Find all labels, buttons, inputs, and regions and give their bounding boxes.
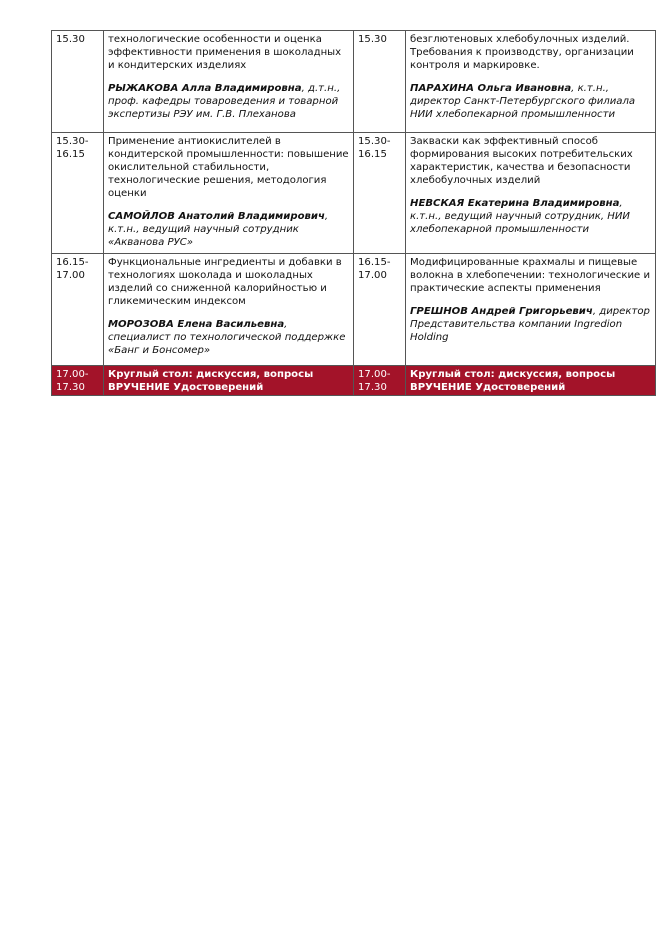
time-cell: 17.00- 17.30 xyxy=(354,366,406,396)
certificate-award-label: ВРУЧЕНИЕ Удостоверений xyxy=(410,382,566,393)
session-cell xyxy=(406,254,656,366)
speaker xyxy=(108,82,349,121)
speaker-credentials: , к.т.н., ведущий научный сотрудник, НИИ хлебопекарной промышленности xyxy=(410,198,630,235)
table-row xyxy=(52,31,656,133)
speaker-name: ГРЕШНОВ Андрей Григорьевич xyxy=(410,306,593,317)
session-topic: Применение антиокислителей в кондитерской промышленности: повышение окислительной стабильности, технологические решения, методология оценки xyxy=(108,136,349,199)
time-cell: 16.15- 17.00 xyxy=(52,254,104,366)
time-cell: 17.00- 17.30 xyxy=(52,366,104,396)
speaker-name: НЕВСКАЯ Екатерина Владимировна xyxy=(410,198,620,209)
session-cell xyxy=(406,31,656,133)
closing-session-cell xyxy=(104,366,354,396)
session-topic: Модифицированные крахмалы и пищевые волокна в хлебопечении: технологические и практические аспекты применения xyxy=(410,257,651,294)
speaker-credentials: , директор Представительства компании Ingredion Holding xyxy=(410,306,650,343)
session-cell xyxy=(104,31,354,133)
certificate-award-label: ВРУЧЕНИЕ Удостоверений xyxy=(108,382,264,393)
speaker-credentials: , к.т.н., ведущий научный сотрудник «Акванова РУС» xyxy=(108,211,329,248)
session-topic: Закваски как эффективный способ формирования высоких потребительских характеристик, качества и безопасности хлебобулочных изделий xyxy=(410,136,633,186)
speaker-name: МОРОЗОВА Елена Васильевна xyxy=(108,319,285,330)
speaker xyxy=(108,318,349,357)
speaker-name: РЫЖАКОВА Алла Владимировна xyxy=(108,83,302,94)
speaker-credentials: , д.т.н., проф. кафедры товароведения и товарной экспертизы РЭУ им. Г.В. Плеханова xyxy=(108,83,341,120)
speaker-name: САМОЙЛОВ Анатолий Владимирович xyxy=(108,211,325,222)
time-cell: 15.30- 16.15 xyxy=(354,133,406,254)
time-cell: 16.15- 17.00 xyxy=(354,254,406,366)
speaker xyxy=(410,305,651,344)
session-cell xyxy=(104,133,354,254)
time-cell: 15.30 xyxy=(52,31,104,133)
table-row xyxy=(52,254,656,366)
speaker-credentials: , к.т.н., директор Санкт-Петербургского филиала НИИ хлебопекарной промышленности xyxy=(410,83,636,120)
closing-session-row xyxy=(52,366,656,396)
round-table-label: Круглый стол: дискуссия, вопросы xyxy=(108,369,314,380)
table-row xyxy=(52,133,656,254)
speaker xyxy=(410,197,651,236)
time-cell: 15.30 xyxy=(354,31,406,133)
session-topic: технологические особенности и оценка эффективности применения в шоколадных и кондитерских изделиях xyxy=(108,34,342,71)
session-topic: безглютеновых хлебобулочных изделий. Требования к производству, организации контроля и маркировке. xyxy=(410,34,634,71)
round-table-label: Круглый стол: дискуссия, вопросы xyxy=(410,369,616,380)
speaker-credentials: , специалист по технологической поддержке «Банг и Бонсомер» xyxy=(108,319,346,356)
time-cell: 15.30- 16.15 xyxy=(52,133,104,254)
speaker-name: ПАРАХИНА Ольга Ивановна xyxy=(410,83,572,94)
speaker xyxy=(108,210,349,249)
session-topic: Функциональные ингредиенты и добавки в технологиях шоколада и шоколадных изделий со сниженной калорийностью и гликемическим индексом xyxy=(108,257,342,307)
program-schedule-table xyxy=(51,30,656,396)
session-cell xyxy=(104,254,354,366)
speaker xyxy=(410,82,651,121)
closing-session-cell xyxy=(406,366,656,396)
session-cell xyxy=(406,133,656,254)
